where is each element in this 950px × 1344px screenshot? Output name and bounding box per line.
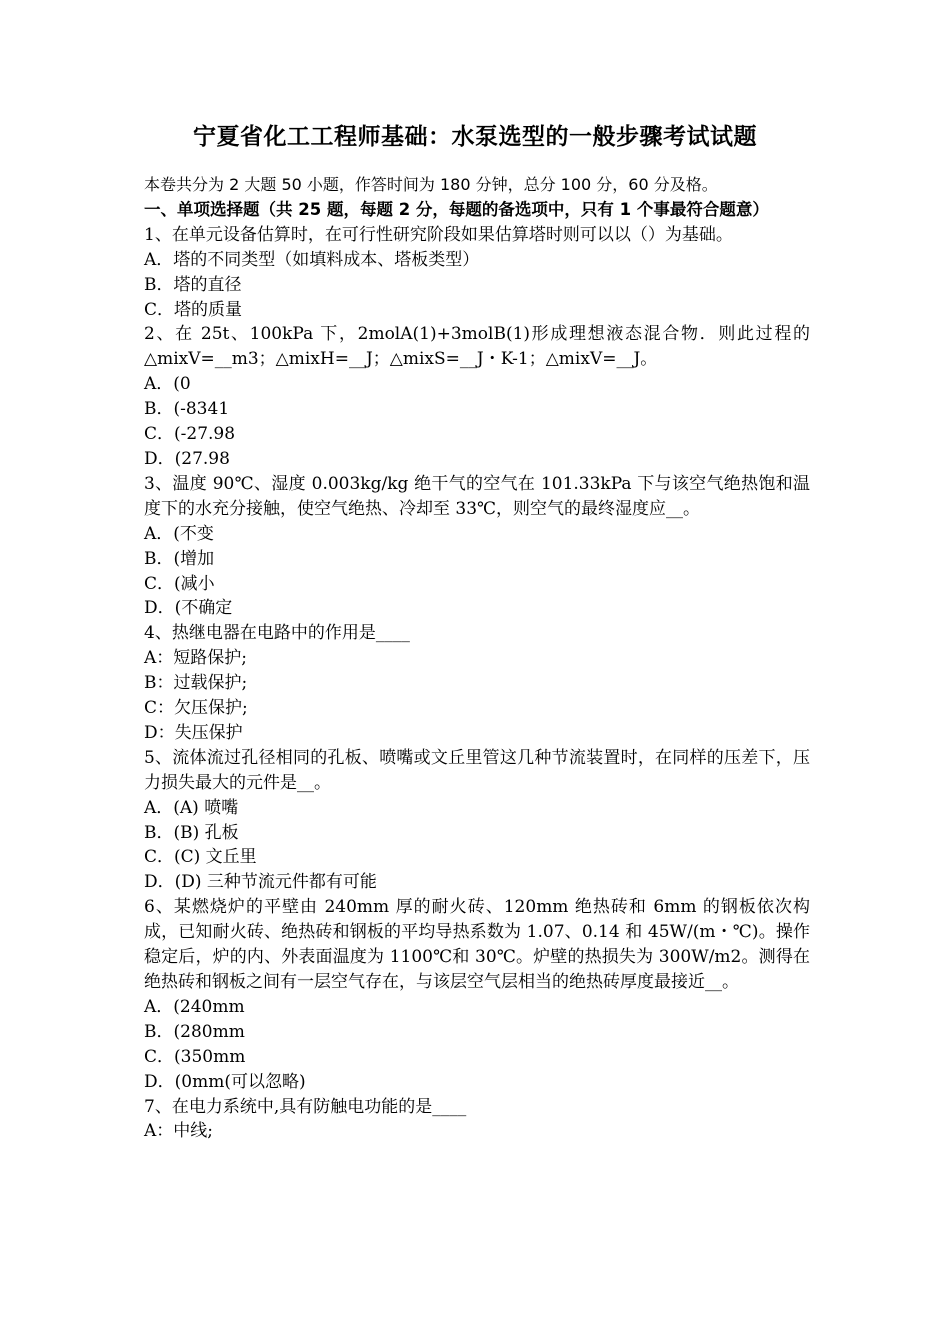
question-text: 5、流体流过孔径相同的孔板、喷嘴或文丘里管这几种节流装置时，在同样的压差下，压力损失最大的元件是__。 (144, 747, 810, 793)
option-c: C．(-27.98 (144, 424, 236, 445)
option-c: C．塔的质量 (144, 299, 243, 320)
option-b: B．(B) 孔板 (144, 822, 239, 843)
option-d: D．(不确定 (144, 598, 233, 619)
question-text: 2、在 25t、100kPa 下，2molA(1)+3molB(1)形成理想液态混合物．则此过程的△mixV=__m3；△mixH=__J；△mixS=__J・K-1；△mixV=__J。 (144, 324, 810, 370)
document-body (144, 173, 810, 1144)
option-a: A：短路保护; (144, 648, 248, 669)
option-d: D．(27.98 (144, 448, 230, 469)
option-a: A．(240mm (144, 996, 245, 1017)
option-a: A．塔的不同类型（如填料成本、塔板类型） (144, 249, 480, 270)
option-d: D．(0mm(可以忽略) (144, 1071, 306, 1092)
option-b: B．(280mm (144, 1021, 245, 1042)
question-text: 4、热继电器在电路中的作用是____ (144, 623, 410, 644)
question-text: 3、温度 90℃、湿度 0.003kg/kg 绝干气的空气在 101.33kPa 下与该空气绝热饱和温度下的水充分接触，使空气绝热、冷却至 33℃，则空气的最终湿度应__。 (144, 473, 810, 519)
question-2 (144, 322, 810, 471)
option-b: B．(增加 (144, 548, 215, 569)
section-heading: 一、单项选择题（共 25 题，每题 2 分，每题的备选项中，只有 1 个事最符合题意） (144, 199, 769, 219)
question-5 (144, 746, 810, 895)
option-c: C．(350mm (144, 1046, 246, 1067)
option-a: A．(不变 (144, 523, 214, 544)
option-b: B．塔的直径 (144, 274, 242, 295)
option-b: B．(-8341 (144, 399, 230, 420)
question-4 (144, 621, 810, 746)
question-7 (144, 1095, 810, 1145)
question-3 (144, 472, 810, 621)
option-a: A．(A) 喷嘴 (144, 797, 239, 818)
question-text: 6、某燃烧炉的平壁由 240mm 厚的耐火砖、120mm 绝热砖和 6mm 的钢板依次构成，已知耐火砖、绝热砖和钢板的平均导热系数为 1.07、0.14 和 45W/(m・℃)。操作稳定后，炉的内、外表面温度为 1100℃和 30℃。炉壁的热损失为 300W/m2。测得在绝热砖和钢板之间有一层空气存在，与该层空气层相当的绝热砖厚度最接近__。 (144, 897, 810, 992)
question-6 (144, 895, 810, 1094)
option-d: D：失压保护 (144, 722, 243, 743)
option-c: C．(C) 文丘里 (144, 847, 257, 868)
exam-intro: 本卷共分为 2 大题 50 小题，作答时间为 180 分钟，总分 100 分，60 分及格。 (144, 175, 718, 194)
question-text: 1、在单元设备估算时，在可行性研究阶段如果估算塔时则可以以（）为基础。 (144, 224, 733, 245)
document-title: 宁夏省化工工程师基础：水泵选型的一般步骤考试试题 (193, 123, 757, 150)
option-b: B：过载保护; (144, 673, 248, 694)
option-d: D．(D) 三种节流元件都有可能 (144, 872, 377, 893)
option-a: A：中线; (144, 1121, 214, 1142)
option-c: C．(减小 (144, 573, 215, 594)
question-text: 7、在电力系统中,具有防触电功能的是____ (144, 1096, 467, 1117)
option-a: A．(0 (144, 374, 191, 395)
option-c: C：欠压保护; (144, 698, 248, 719)
question-1 (144, 223, 810, 323)
